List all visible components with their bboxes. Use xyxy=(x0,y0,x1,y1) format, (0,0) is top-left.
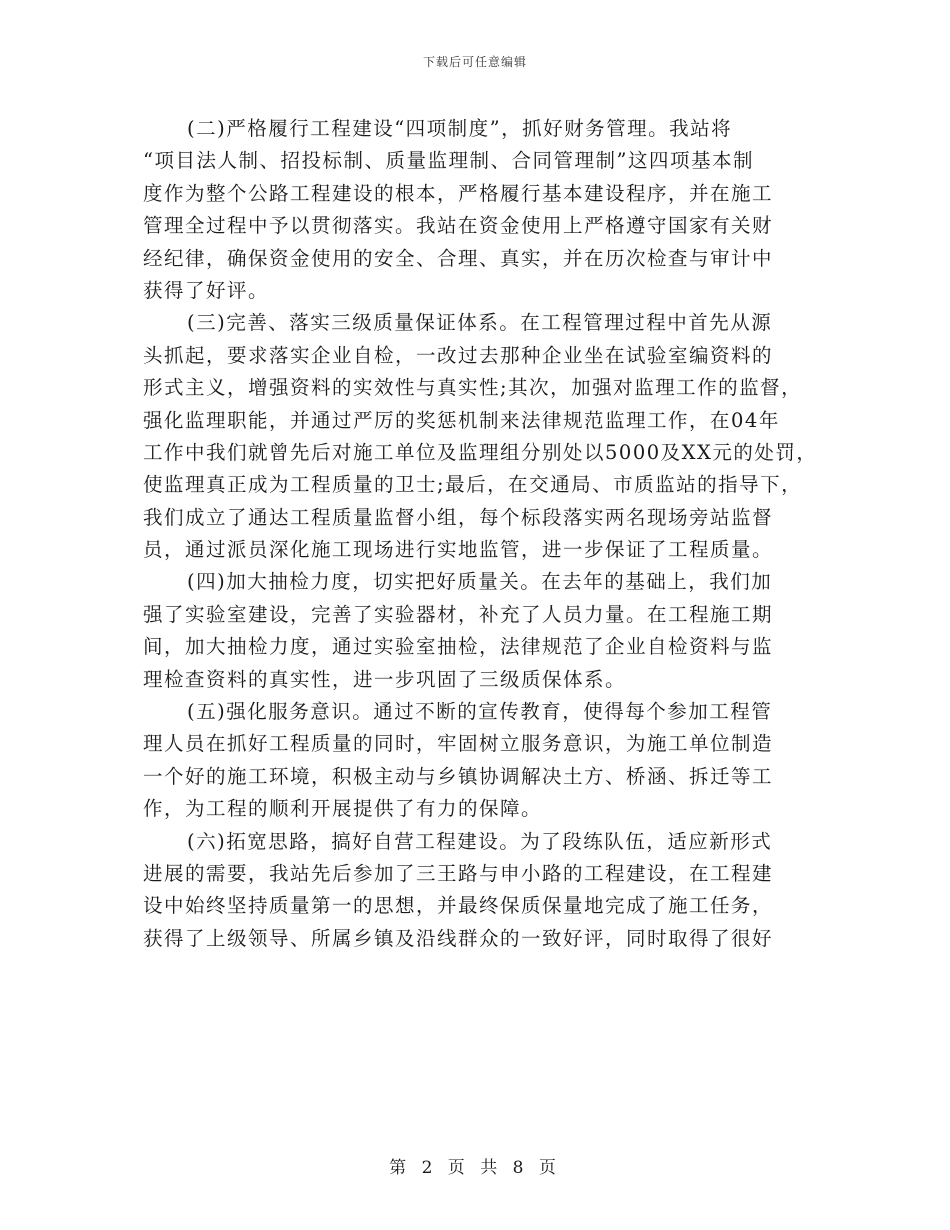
paragraph-4-line-4: 理检查资料的真实性，进一步巩固了三级质保体系。 xyxy=(143,667,627,691)
paragraph-2-line-3: 度作为整个公路工程建设的根本，严格履行基本建设程序，并在施工 xyxy=(143,181,774,205)
paragraph-5-line-1: (五)强化服务意识。通过不断的宣传教育，使得每个参加工程管 xyxy=(187,700,773,724)
paragraph-5-line-3: 一个好的施工环境，积极主动与乡镇协调解决土方、桥涵、拆迁等工 xyxy=(143,764,774,788)
paragraph-3-line-7: 我们成立了通达工程质量监督小组，每个标段落实两名现场旁站监督 xyxy=(143,505,774,529)
paragraph-4-line-1: (四)加大抽检力度，切实把好质量关。在去年的基础上，我们加 xyxy=(187,570,773,594)
paragraph-3-line-8: 员，通过派员深化施工现场进行实地监管，进一步保证了工程质量。 xyxy=(143,538,774,562)
paragraph-6-line-2: 进展的需要，我站先后参加了三王路与申小路的工程建设，在工程建 xyxy=(143,861,774,885)
paragraph-5-line-4: 作，为工程的顺利开展提供了有力的保障。 xyxy=(143,797,543,821)
paragraph-6-line-4: 获得了上级领导、所属乡镇及沿线群众的一致好评，同时取得了很好 xyxy=(143,926,774,950)
paragraph-6-line-1: (六)拓宽思路，搞好自营工程建设。为了段练队伍，适应新形式 xyxy=(187,829,773,853)
paragraph-4-line-3: 间，加大抽检力度，通过实验室抽检，法律规范了企业自检资料与监 xyxy=(143,635,774,659)
paragraph-6-line-3: 设中始终坚持质量第一的思想，并最终保质保量地完成了施工任务， xyxy=(143,894,774,918)
page-number: 第 2 页 共 8 页 xyxy=(389,1158,561,1178)
paragraph-3-line-4: 强化监理职能，并通过严厉的奖惩机制来法律规范监理工作，在04年 xyxy=(143,408,780,432)
paragraph-2-line-5: 经纪律，确保资金使用的安全、合理、真实，并在历次检查与审计中 xyxy=(143,246,774,270)
document-body xyxy=(143,113,833,955)
paragraph-2-line-2: “项目法人制、招投标制、质量监理制、合同管理制”这四项基本制 xyxy=(143,149,754,173)
paragraph-3-line-2: 头抓起，要求落实企业自检，一改过去那种企业坐在试验室编资料的 xyxy=(143,343,774,367)
paragraph-3-line-1: (三)完善、落实三级质量保证体系。在工程管理过程中首先从源 xyxy=(187,311,773,335)
paragraph-2-line-1: (二)严格履行工程建设“四项制度”，抓好财务管理。我站将 xyxy=(187,117,733,140)
paragraph-5-line-2: 理人员在抓好工程质量的同时，牢固树立服务意识，为施工单位制造 xyxy=(143,732,774,756)
header-note: 下载后可任意编辑 xyxy=(422,55,527,69)
paragraph-3-line-3: 形式主义，增强资料的实效性与真实性;其次，加强对监理工作的监督， xyxy=(143,376,803,400)
paragraph-2-line-4: 管理全过程中予以贯彻落实。我站在资金使用上严格遵守国家有关财 xyxy=(143,214,774,238)
paragraph-2-line-6: 获得了好评。 xyxy=(143,278,270,302)
paragraph-4-line-2: 强了实验室建设，完善了实验器材，补充了人员力量。在工程施工期 xyxy=(143,602,774,626)
paragraph-3-line-6: 使监理真正成为工程质量的卫士;最后，在交通局、市质监站的指导下， xyxy=(143,473,803,497)
paragraph-3-line-5: 工作中我们就曾先后对施工单位及监理组分别处以5000及XX元的处罚， xyxy=(143,440,818,464)
